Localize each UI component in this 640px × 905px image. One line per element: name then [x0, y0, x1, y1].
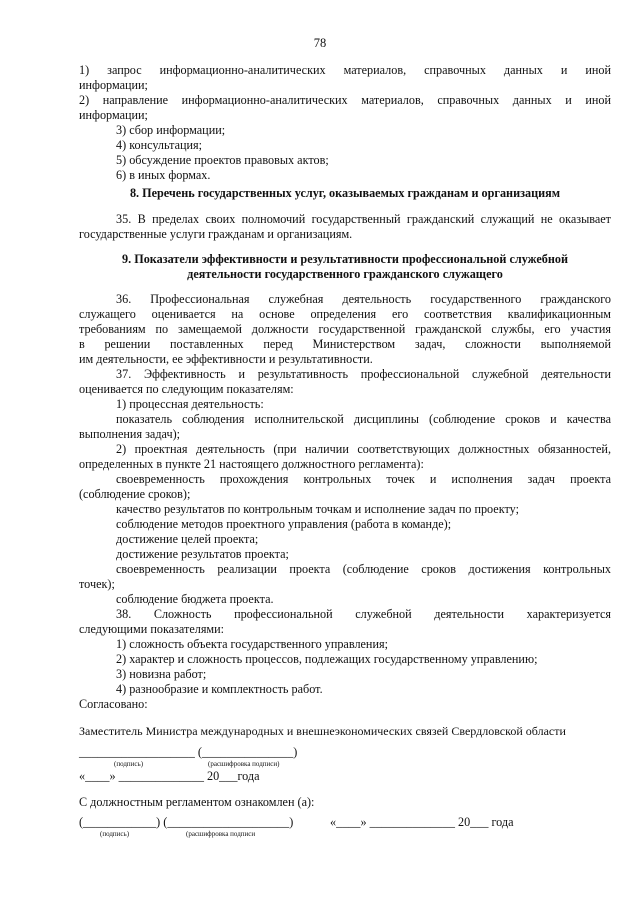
paragraph-37-line1: 37. Эффективность и результативность профессиональной служебной деятельности — [116, 367, 611, 381]
indicator-2g: соблюдение бюджета проекта. — [116, 592, 274, 606]
agreed-label: Согласовано: — [79, 697, 148, 711]
indicator-2d: достижение целей проекта; — [116, 532, 259, 546]
indicator-1a-line2: выполнения задач); — [79, 427, 181, 441]
list-item-2-line2: информации; — [79, 108, 148, 122]
indicator-2c: соблюдение методов проектного управления (работа в команде); — [116, 517, 452, 531]
list-item-3: 3) сбор информации; — [116, 123, 226, 137]
indicator-2-line2: определенных в пункте 21 настоящего должностного регламента): — [79, 457, 424, 471]
indicator-1: 1) процессная деятельность: — [116, 397, 264, 411]
page-number: 78 — [313, 36, 327, 50]
complexity-1: 1) сложность объекта государственного управления; — [116, 637, 388, 651]
paragraph-36-line3: требованиям по замещаемой должности государственной гражданской службы, его участия — [79, 322, 611, 336]
approver-signature-line: ___________________ (_______________) — [79, 745, 298, 759]
paragraph-36-line5: им деятельности, ее эффективности и результативности. — [79, 352, 373, 366]
section-9-heading-line2: деятельности государственного гражданского служащего — [187, 267, 503, 281]
acquaint-signature-line: (____________) (____________________) — [79, 815, 294, 829]
paragraph-38-line2: следующими показателями: — [79, 622, 225, 636]
list-item-1-line1: 1) запрос информационно-аналитических материалов, справочных данных и иной — [79, 63, 611, 77]
acquaint-decode-caption: (расшифровка подписи — [186, 830, 256, 838]
approver-signature-caption: (подпись) — [114, 760, 144, 768]
complexity-2: 2) характер и сложность процессов, подлежащих государственному управлению; — [116, 652, 538, 666]
paragraph-35-line1: 35. В пределах своих полномочий государственный гражданский служащий не оказывает — [116, 212, 611, 226]
paragraph-35-line2: государственные услуги гражданам и организациям. — [79, 227, 353, 241]
paragraph-38-line1: 38. Сложность профессиональной служебной деятельности характеризуется — [116, 607, 611, 621]
approver-decode-caption: (расшифровка подписи) — [208, 760, 280, 768]
indicator-1a-line1: показатель соблюдения исполнительской дисциплины (соблюдение сроков и качества — [116, 412, 611, 426]
approver-date-line: «____» ______________ 20___года — [79, 769, 260, 783]
indicator-2f-line2: точек); — [79, 577, 115, 591]
list-item-4: 4) консультация; — [116, 138, 203, 152]
section-9-heading-line1: 9. Показатели эффективности и результативности профессиональной служебной — [122, 252, 568, 266]
list-item-1-line2: информации; — [79, 78, 148, 92]
indicator-2e: достижение результатов проекта; — [116, 547, 289, 561]
indicator-2a-line1: своевременность прохождения контрольных точек и исполнения задач проекта — [116, 472, 611, 486]
list-item-2-line1: 2) направление информационно-аналитических материалов, справочных данных и иной — [79, 93, 611, 107]
indicator-2b: качество результатов по контрольным точкам и исполнение задач по проекту; — [116, 502, 519, 516]
paragraph-36-line1: 36. Профессиональная служебная деятельность государственного гражданского — [116, 292, 611, 306]
paragraph-36-line2: служащего оценивается на основе определения его соответствия квалификационным — [79, 307, 611, 321]
acquaint-title: С должностным регламентом ознакомлен (а): — [79, 795, 315, 809]
list-item-5: 5) обсуждение проектов правовых актов; — [116, 153, 329, 167]
paragraph-37-line2: оценивается по следующим показателям: — [79, 382, 294, 396]
section-8-heading: 8. Перечень государственных услуг, оказываемых гражданам и организациям — [129, 186, 561, 200]
complexity-4: 4) разнообразие и комплектность работ. — [116, 682, 323, 696]
list-item-6: 6) в иных формах. — [116, 168, 211, 182]
approver-position: Заместитель Министра международных и внешнеэкономических связей Свердловской области — [79, 724, 566, 738]
indicator-2a-line2: (соблюдение сроков); — [79, 487, 191, 501]
indicator-2f-line1: своевременность реализации проекта (соблюдение сроков достижения контрольных — [116, 562, 611, 576]
indicator-2-line1: 2) проектная деятельность (при наличии соответствующих должностных обязанностей, — [116, 442, 611, 456]
acquaint-date-line: «____» ______________ 20___ года — [330, 815, 514, 829]
acquaint-signature-caption: (подпись) — [100, 830, 130, 838]
paragraph-36-line4: в решении поставленных перед Министерством задач, сложности выполняемой — [79, 337, 611, 351]
complexity-3: 3) новизна работ; — [116, 667, 207, 681]
